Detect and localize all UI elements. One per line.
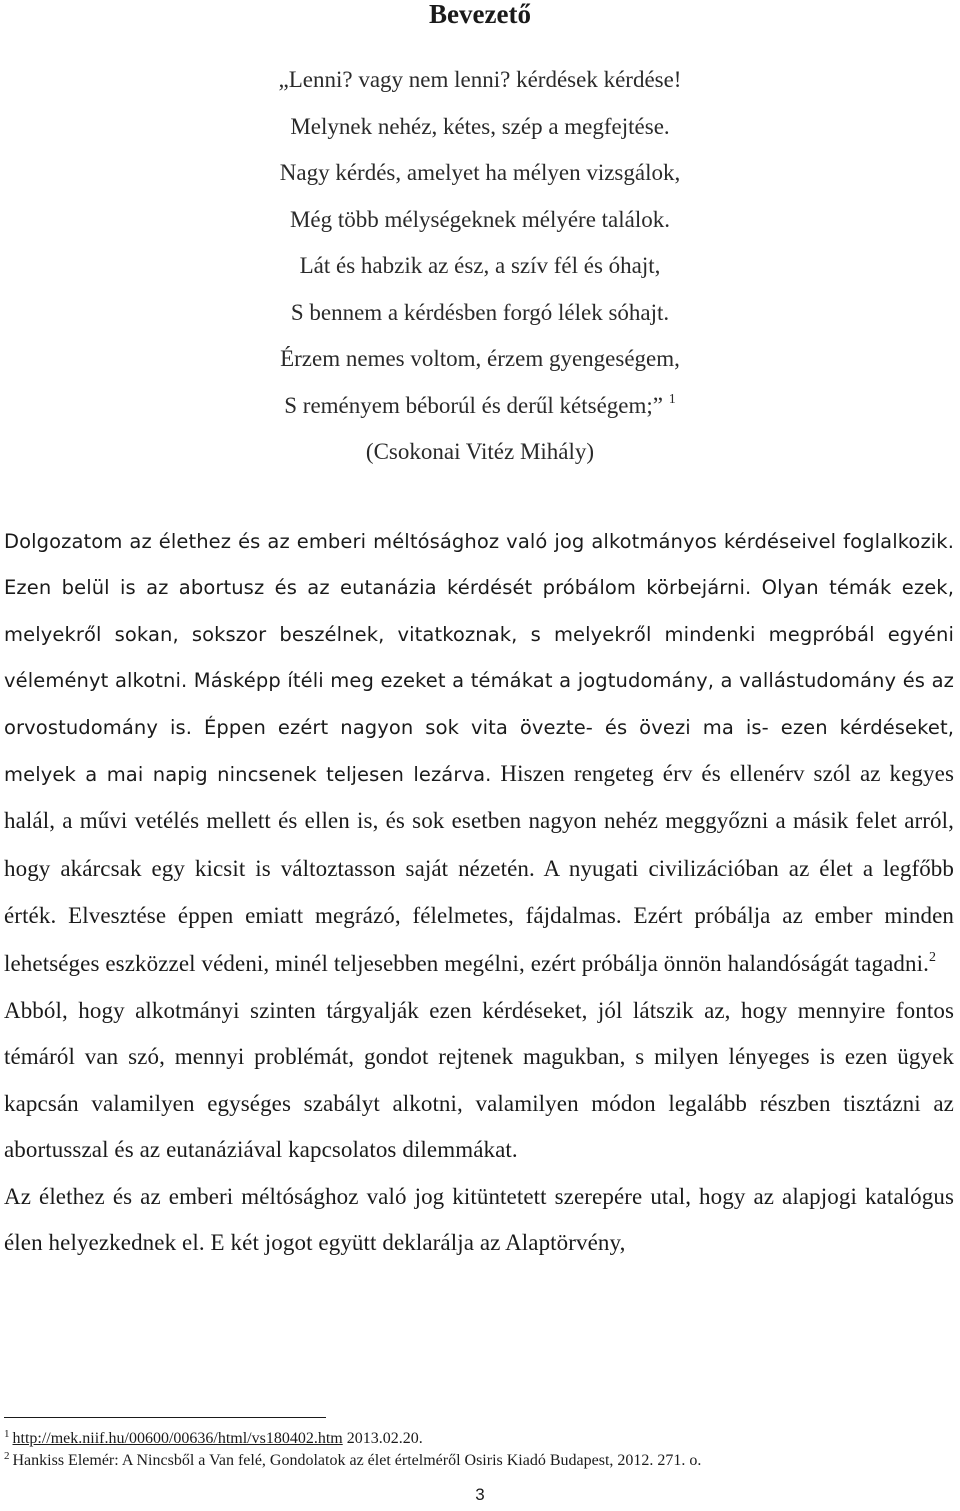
paragraph-intro-sans: Dolgozatom az élethez és az emberi méltósághoz való jog alkotmányos kérdéseivel foglalkozik. Ezen belül is az abortusz és az eutanázia kérdését próbálom körbejárni. Olyan témák ezek, melyekről sokan, sokszor beszélnek, vitatkoznak, s melyekről mindenki megpróbál egyéni véleményt alkotni. Másképp ítéli meg ezeket a témákat a jogtudomány, a vallástudomány és az orvostudomány is. Éppen ezért nagyon sok vita övezte- és övezi ma is- ezen kérdéseket, melyek a mai napig nincsenek teljesen lezárva. [4,530,954,787]
poem-line-last [0,383,960,430]
page-number: 3 [475,1485,485,1504]
footnote-date: 2013.02.20. [342,1430,423,1447]
footnote-number: 1 [4,1428,10,1440]
paragraph-constitution: Abból, hogy alkotmányi szinten tárgyalják ezen kérdéseket, jól látszik az, hogy mennyire fontos témáról van szó, mennyi problémát, gondot rejtenek magukban, s milyen lényeges is ezen ügyek kapcsán valamilyen egységes szabályt alkotni, valamilyen módon legalább részben tisztázni az abortusszal és az eutanáziával kapcsolatos dilemmákat. [4,998,954,1163]
paragraph-intro [4,519,954,988]
paragraph-intro-serif: Hiszen rengeteg érv és ellenérv szól az kegyes halál, a művi vetélés mellett és ellen is, és sok esetben nagyon nehéz meggyőzni a másik felet arról, hogy akárcsak egy kicsit is változtasson saját nézetén. A nyugati civilizációban az élet a legfőbb érték. Elvesztése éppen emiatt megrázó, félelmetes, fájdalmas. Ezért próbálja az ember minden lehetséges eszközzel védeni, minél teljesebben megélni, ezért próbálja önnön halandóságát tagadni. [4,761,954,976]
footnotes [4,1428,954,1472]
poem-line: Melynek nehéz, kétes, szép a megfejtése. [290,113,670,139]
footnote-ref-2[interactable]: 2 [928,949,937,965]
poem-line-text: S reményem béborúl és derűl kétségem;” [284,392,663,418]
poem-line: „Lenni? vagy nem lenni? kérdések kérdése! [278,67,682,92]
footnote-ref-1[interactable]: 1 [668,391,676,407]
footnote-number: 2 [4,1450,10,1462]
footnote-separator [4,1417,326,1418]
body-text [4,519,954,1267]
footnote-1 [4,1428,954,1450]
poem-author: (Csokonai Vitéz Mihály) [365,439,595,464]
poem-line: Még több mélységeknek mélyére találok. [289,206,671,232]
poem-line: Lát és habzik az ész, a szív fél és óhajt, [299,253,661,278]
poem-line: Érzem nemes voltom, érzem gyengeségem, [280,346,680,371]
poem-line: S bennem a kérdésben forgó lélek sóhajt. [290,299,670,325]
paragraph-rights: Az élethez és az emberi méltósághoz való jog kitüntetett szerepére utal, hogy az alapjogi katalógus élen helyezkednek el. E két jogot együtt deklarálja az Alaptörvény, [4,1183,954,1256]
poem-line: Nagy kérdés, amelyet ha mélyen vizsgálok, [279,160,681,185]
footnote-text: Hankiss Elemér: A Nincsből a Van felé, Gondolatok az élet értelméről Osiris Kiadó Budapest, 2012. 271. o. [12,1452,702,1469]
poem-quote [0,57,960,476]
footnote-link[interactable]: http://mek.niif.hu/00600/00636/html/vs180402.htm [12,1430,343,1447]
page-title: Bevezető [429,0,531,29]
footnote-2 [4,1450,954,1472]
